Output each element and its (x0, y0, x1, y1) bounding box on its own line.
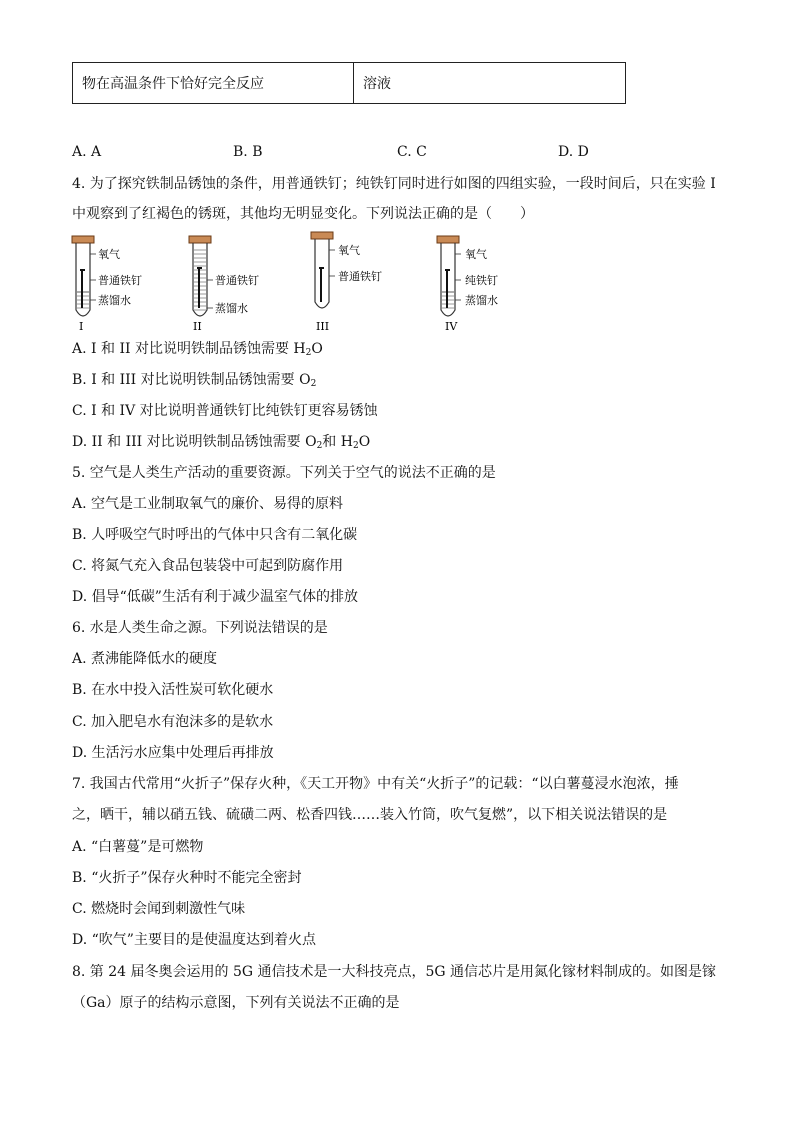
q4-option-a-text: A. I 和 II 对比说明铁制品锈蚀需要 H (72, 341, 306, 357)
q4-option-d-sub1: 2 (316, 441, 323, 451)
q4-stem-line2: 中观察到了红褐色的锈斑，其他均无明显变化。下列说法正确的是（ ） (72, 206, 534, 222)
q7-option-d[interactable]: D. “吹气”主要目的是使温度达到着火点 (72, 932, 316, 948)
tube-4-label-2: 纯铁钉 (465, 274, 498, 287)
test-tube-figure (60, 230, 520, 335)
q4-option-b-text: B. I 和 III 对比说明铁制品锈蚀需要 O (72, 372, 311, 388)
q3-option-c[interactable]: C. C (397, 144, 427, 160)
tube-2-roman: II (193, 320, 202, 333)
q8-stem-line2: （Ga）原子的结构示意图，下列有关说法不正确的是 (72, 995, 400, 1011)
q4-option-b[interactable] (72, 371, 316, 393)
tube-2-label-1: 普通铁钉 (215, 274, 259, 287)
table-cell-left: 物在高温条件下恰好完全反应 (73, 63, 354, 103)
q4-option-d-mid: 和 H (322, 434, 353, 450)
q7-stem-line1: 7. 我国古代常用“火折子”保存火种，《天工开物》中有关“火折子”的记载：“以白薯蔓浸水泡浓，捶 (72, 776, 679, 792)
tube-1-label-2: 普通铁钉 (98, 274, 142, 287)
q4-option-d-sub2: 2 (352, 441, 359, 451)
answer-table-row (72, 62, 626, 104)
tube-4-label-3: 蒸馏水 (465, 294, 498, 307)
tube-2-label-2: 蒸馏水 (215, 302, 248, 315)
tube-3-roman: III (316, 320, 330, 333)
q7-option-b[interactable]: B. “火折子”保存火种时不能完全密封 (72, 870, 302, 886)
q6-stem: 6. 水是人类生命之源。下列说法错误的是 (72, 620, 328, 636)
q4-option-a-tail: O (311, 341, 323, 357)
tube-4-label-1: 氧气 (465, 248, 487, 261)
tube-1 (72, 236, 142, 333)
q6-option-c[interactable]: C. 加入肥皂水有泡沫多的是软水 (72, 714, 274, 730)
q5-option-c[interactable]: C. 将氮气充入食品包装袋中可起到防腐作用 (72, 558, 344, 574)
q7-option-a[interactable]: A. “白薯蔓”是可燃物 (72, 839, 204, 855)
q4-option-a-sub: 2 (305, 348, 312, 358)
tube-1-label-3: 蒸馏水 (98, 294, 131, 307)
q3-option-d[interactable]: D. D (558, 144, 589, 160)
q5-stem: 5. 空气是人类生产活动的重要资源。下列关于空气的说法不正确的是 (72, 465, 496, 481)
q5-option-a[interactable]: A. 空气是工业制取氧气的廉价、易得的原料 (72, 496, 344, 512)
q7-option-c[interactable]: C. 燃烧时会闻到刺激性气味 (72, 901, 246, 917)
tube-4-roman: IV (445, 320, 458, 333)
q4-stem-line1: 4. 为了探究铁制品锈蚀的条件，用普通铁钉；纯铁钉同时进行如图的四组实验，一段时间后，只在实验 I (72, 176, 716, 192)
q4-option-d-text: D. II 和 III 对比说明铁制品锈蚀需要 O (72, 434, 317, 450)
q7-stem-line2: 之，晒干，辅以硝五钱、硫磺二两、松香四钱……装入竹筒，吹气复燃”，以下相关说法错误的是 (72, 807, 668, 823)
q4-option-a[interactable] (72, 340, 323, 362)
tube-3 (311, 232, 382, 333)
q8-stem-line1: 8. 第 24 届冬奥会运用的 5G 通信技术是一大科技亮点，5G 通信芯片是用氮化镓材料制成的。如图是镓 (72, 964, 717, 980)
q5-option-d[interactable]: D. 倡导“低碳”生活有利于减少温室气体的排放 (72, 589, 358, 605)
tube-4 (437, 236, 498, 333)
q4-option-b-sub: 2 (310, 379, 317, 389)
tube-1-roman: I (79, 320, 84, 333)
tube-3-label-2: 普通铁钉 (338, 270, 382, 283)
table-cell-right: 溶液 (363, 76, 391, 92)
q6-option-d[interactable]: D. 生活污水应集中处理后再排放 (72, 745, 274, 761)
q4-option-d-tail: O (358, 434, 371, 450)
tube-3-label-1: 氧气 (338, 244, 360, 257)
q6-option-a[interactable]: A. 煮沸能降低水的硬度 (72, 651, 218, 667)
q6-option-b[interactable]: B. 在水中投入活性炭可软化硬水 (72, 682, 274, 698)
q4-option-c[interactable]: C. I 和 IV 对比说明普通铁钉比纯铁钉更容易锈蚀 (72, 403, 378, 419)
q3-option-b[interactable]: B. B (233, 144, 263, 160)
q4-option-d[interactable] (72, 433, 370, 455)
q5-option-b[interactable]: B. 人呼吸空气时呼出的气体中只含有二氧化碳 (72, 527, 358, 543)
tube-1-label-1: 氧气 (98, 248, 120, 261)
tube-2 (189, 236, 259, 333)
q3-option-a[interactable]: A. A (72, 144, 102, 160)
